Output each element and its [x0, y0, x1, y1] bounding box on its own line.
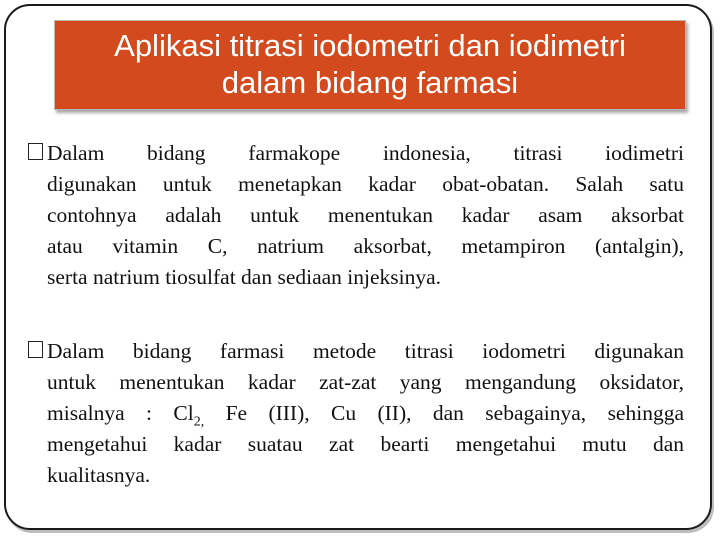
paragraph-line: [28, 200, 684, 231]
paragraph-line-text-formula: [47, 398, 684, 429]
bullet-marker-icon: [28, 341, 43, 358]
paragraph-line-text: mengetahui kadar suatau zat bearti mengetahui mutu dan: [47, 432, 684, 456]
formula-suffix: Fe (III), Cu (II), dan sebagainya, sehingga: [204, 401, 684, 425]
formula-subscript: 2,: [193, 414, 205, 430]
bullet-marker-icon: [28, 143, 43, 160]
paragraph-line: [28, 336, 684, 367]
paragraph-line: [28, 169, 684, 200]
bullet-paragraph-iodometri: [28, 336, 684, 491]
paragraph-line: [28, 429, 684, 460]
paragraph-line-text: serta natrium tiosulfat dan sediaan injeksinya.: [47, 265, 442, 289]
paragraph-line-text: digunakan untuk menetapkan kadar obat-obatan. Salah satu: [47, 172, 684, 196]
paragraph-line-text: kualitasnya.: [47, 463, 151, 487]
paragraph-line-text: contohnya adalah untuk menentukan kadar asam aksorbat: [47, 203, 684, 227]
paragraph-line-text: atau vitamin C, natrium aksorbat, metampiron (antalgin),: [47, 234, 684, 258]
slide-title: [54, 20, 686, 110]
formula-prefix: misalnya : Cl: [47, 401, 194, 425]
paragraph-line-text: untuk menentukan kadar zat-zat yang mengandung oksidator,: [47, 370, 684, 394]
paragraph-line-text: Dalam bidang farmakope indonesia, titrasi iodimetri: [47, 141, 684, 165]
paragraph-line: [28, 262, 684, 293]
paragraph-line: [28, 231, 684, 262]
paragraph-line-text: Dalam bidang farmasi metode titrasi iodometri digunakan: [47, 339, 684, 363]
paragraph-line: [28, 398, 684, 429]
paragraph-line: [28, 460, 684, 491]
paragraph-line: [28, 138, 684, 169]
slide-title-line-1: Aplikasi titrasi iodometri dan iodimetri: [114, 28, 626, 63]
slide-title-line-2: dalam bidang farmasi: [221, 65, 519, 100]
paragraph-line: [28, 367, 684, 398]
bullet-paragraph-farmakope: [28, 138, 684, 293]
